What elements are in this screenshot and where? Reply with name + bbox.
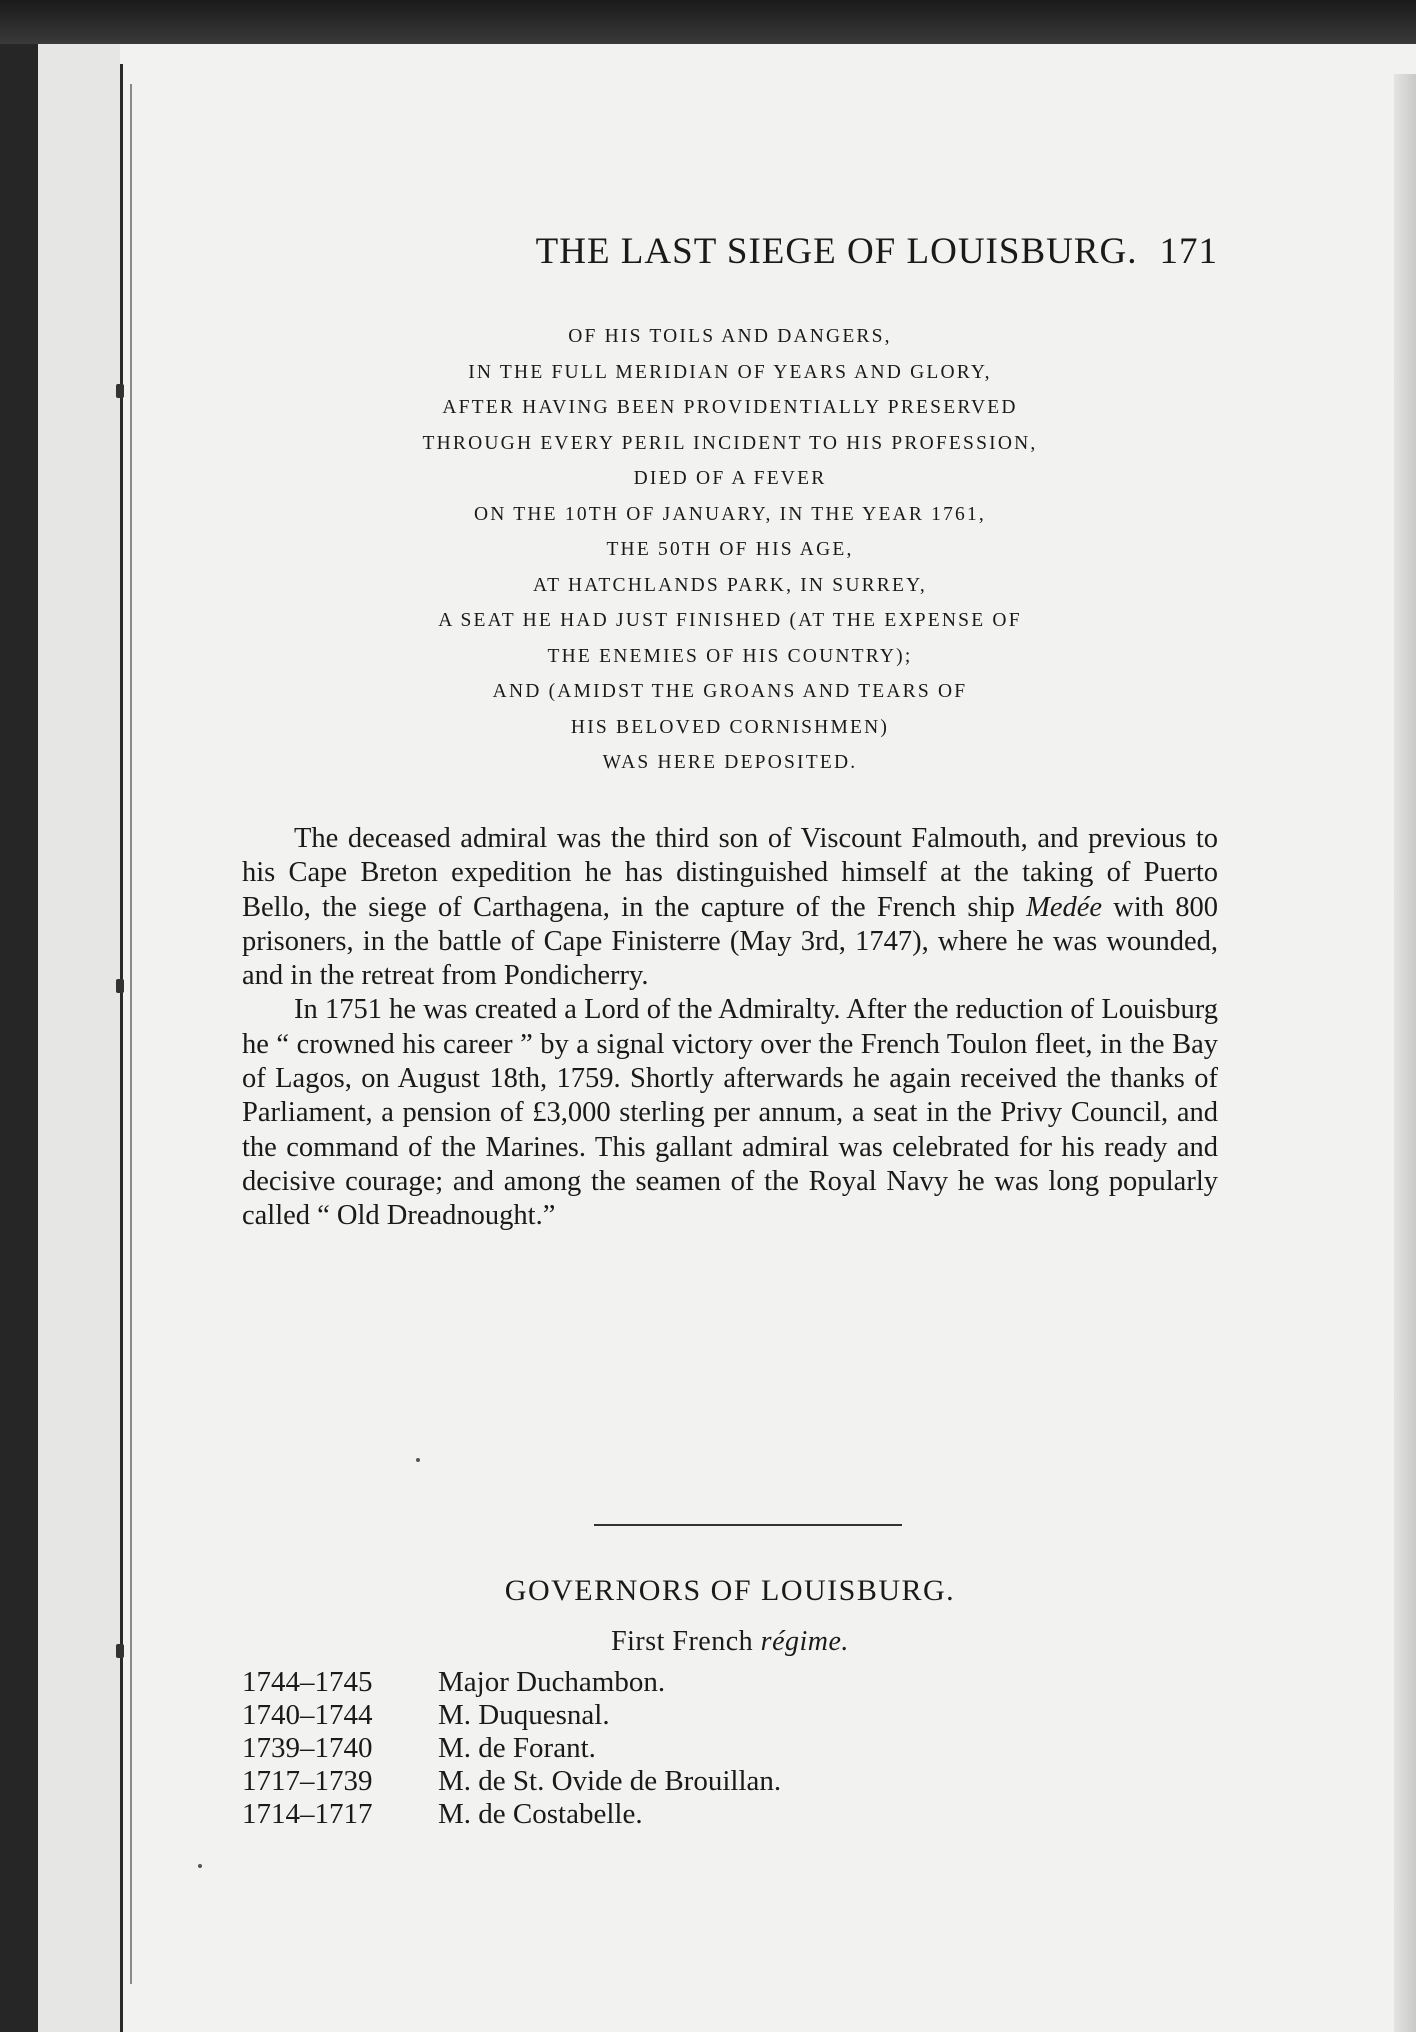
governor-name: Major Duchambon. <box>438 1666 666 1698</box>
list-item <box>242 1765 1218 1798</box>
inscription-line: AT HATCHLANDS PARK, IN SURREY, <box>533 574 927 596</box>
binding-mark <box>116 384 124 398</box>
paragraph-text: The deceased admiral was the third son of Viscount Falmouth, and previous to his Cape Breton expedition he has distinguished himself at the taking of Puerto Bello, the siege of Carthagena, in the capture of the French ship <box>242 823 1218 923</box>
list-item <box>242 1732 1218 1765</box>
inscription-line: AFTER HAVING BEEN PROVIDENTIALLY PRESERVED <box>442 397 1018 418</box>
governor-name: M. de Costabelle. <box>438 1798 643 1830</box>
governor-name: M. Duquesnal. <box>438 1699 610 1731</box>
governor-years: 1740–1744 <box>242 1699 373 1731</box>
inscription-line: WAS HERE DEPOSITED. <box>602 752 858 773</box>
ink-speck <box>198 1864 202 1868</box>
inscription-line: HIS BELOVED CORNISHMEN) <box>570 716 890 738</box>
inscription-line: DIED OF A FEVER <box>633 468 827 489</box>
governor-name: M. de St. Ovide de Brouillan. <box>438 1765 782 1797</box>
list-item <box>242 1798 1218 1831</box>
governor-years: 1717–1739 <box>242 1765 373 1797</box>
running-header <box>242 230 1218 273</box>
governor-name: M. de Forant. <box>438 1732 596 1764</box>
list-item <box>242 1699 1218 1732</box>
book-page <box>38 44 1416 2032</box>
paragraph-admiral-career <box>242 822 1218 993</box>
governors-list <box>242 1666 1218 1831</box>
governor-years: 1744–1745 <box>242 1666 373 1698</box>
governor-years: 1714–1717 <box>242 1798 373 1830</box>
running-title: THE LAST SIEGE OF LOUISBURG. <box>535 231 1138 272</box>
body-text <box>242 822 1218 1234</box>
page-number: 171 <box>1159 231 1218 272</box>
inscription-line: ON THE 10TH OF JANUARY, IN THE YEAR 1761, <box>474 503 986 525</box>
binding-mark <box>116 979 124 993</box>
page-edge <box>1394 74 1416 2032</box>
gutter-line <box>120 64 123 2032</box>
governors-subheading <box>242 1626 1218 1658</box>
inscription-line: OF HIS TOILS AND DANGERS, <box>568 326 892 347</box>
section-divider <box>594 1524 902 1526</box>
epitaph-inscription <box>242 319 1218 781</box>
inscription-line: AND (AMIDST THE GROANS AND TEARS OF <box>492 681 968 702</box>
inscription-line: IN THE FULL MERIDIAN OF YEARS AND GLORY, <box>468 361 992 383</box>
governor-years: 1739–1740 <box>242 1732 373 1764</box>
inscription-line: THROUGH EVERY PERIL INCIDENT TO HIS PROFESSION, <box>422 432 1038 454</box>
list-item <box>242 1666 1218 1699</box>
subheading-text: First French <box>611 1626 761 1657</box>
gutter-shadow <box>130 84 132 1984</box>
paragraph-later-honours: In 1751 he was created a Lord of the Admiralty. After the reduction of Louisburg he “ crowned his career ” by a signal victory over the French Toulon fleet, in the Bay of Lagos, on August 18th, 1759. Shortly afterwards he again received the thanks of Parliament, a pension of £3,000 sterling per annum, a seat in the Privy Council, and the command of the Marines. This gallant admiral was celebrated for his ready and decisive courage; and among the seamen of the Royal Navy he was long popularly called “ Old Dreadnought.” <box>242 994 1218 1232</box>
paragraph-text: with 800 prisoners, in the battle of Cape Finisterre (May 3rd, 1747), where he was wounded, and in the retreat from Pondicherry. <box>242 891 1218 992</box>
binding-mark <box>116 1644 124 1658</box>
scan-top-border <box>0 0 1416 44</box>
subheading-italic: régime. <box>760 1626 849 1657</box>
inscription-line: THE 50TH OF HIS AGE, <box>606 539 854 560</box>
governors-heading: GOVERNORS OF LOUISBURG. <box>504 1574 956 1607</box>
ink-speck <box>416 1458 420 1462</box>
ship-name: Medée <box>1026 891 1103 923</box>
left-margin <box>38 44 120 2032</box>
inscription-line: THE ENEMIES OF HIS COUNTRY); <box>547 645 913 667</box>
inscription-line: A SEAT HE HAD JUST FINISHED (AT THE EXPENSE OF <box>438 610 1022 631</box>
